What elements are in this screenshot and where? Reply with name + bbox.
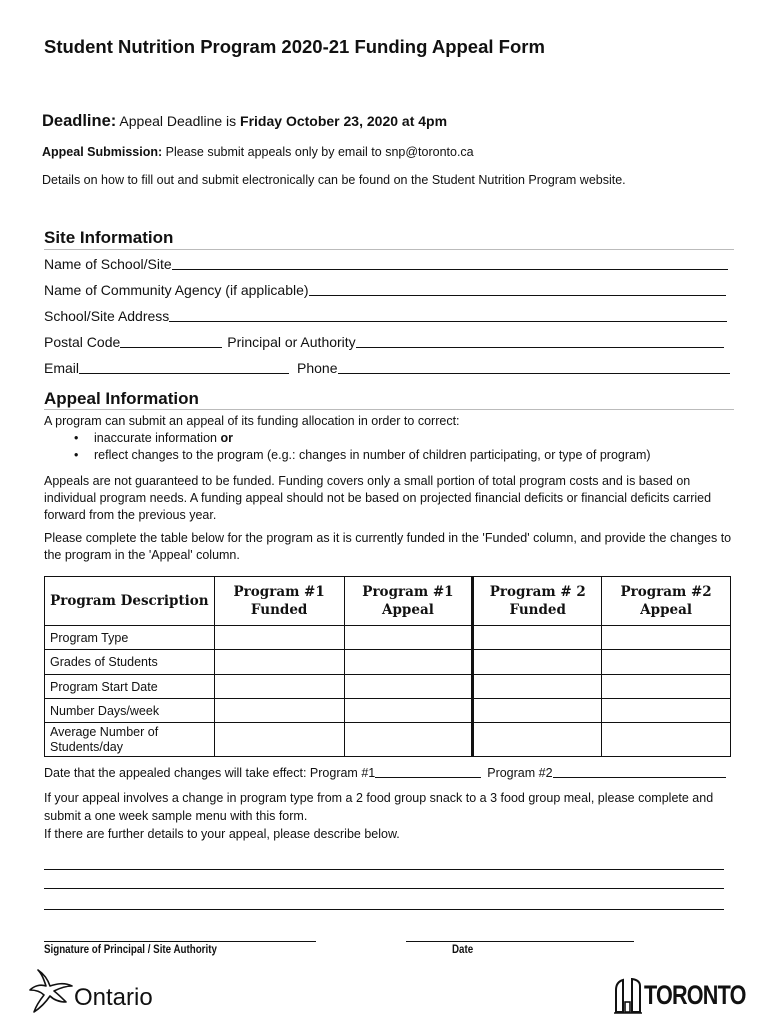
submission-row xyxy=(42,145,474,159)
address-label: School/Site Address xyxy=(44,308,170,324)
phone-label: Phone xyxy=(297,360,338,376)
agency-input-line[interactable] xyxy=(309,281,726,296)
table-row xyxy=(45,650,731,675)
table-cell[interactable] xyxy=(473,650,602,675)
program1-date-line[interactable] xyxy=(375,763,481,778)
deadline-date: Friday October 23, 2020 at 4pm xyxy=(240,113,448,129)
program2-date-line[interactable] xyxy=(553,763,726,778)
address-field xyxy=(44,307,727,324)
toronto-logo xyxy=(614,976,744,1016)
table-header: Program Description xyxy=(45,577,215,626)
ontario-logo xyxy=(26,964,176,1016)
site-info-rule xyxy=(44,249,734,250)
effect-date-label: Date that the appealed changes will take effect: Program #1 xyxy=(44,766,376,780)
bullet-item xyxy=(44,430,734,447)
school-field xyxy=(44,255,728,272)
toronto-wordmark: TORONTO xyxy=(644,980,746,1010)
appeal-para2: Please complete the table below for the program as it is currently funded in the 'Funded' column, and provide the changes to the program in the 'Appeal' column. xyxy=(44,531,732,562)
table-cell[interactable] xyxy=(344,699,473,723)
submission-label: Appeal Submission: xyxy=(42,145,163,159)
postal-principal-field xyxy=(44,333,724,350)
description-line[interactable] xyxy=(44,909,724,910)
table-cell[interactable] xyxy=(344,650,473,675)
row-label: Average Number of Students/day xyxy=(45,723,215,757)
appeal-info-heading: Appeal Information xyxy=(44,389,199,408)
table-header: Program # 2 Funded xyxy=(473,577,602,626)
email-label: Email xyxy=(44,360,80,376)
agency-label: Name of Community Agency (if applicable) xyxy=(44,282,309,298)
table-row xyxy=(45,675,731,699)
description-line[interactable] xyxy=(44,869,724,870)
table-header: Program #1 Funded xyxy=(214,577,344,626)
table-header: Program #2 Appeal xyxy=(602,577,731,626)
table-cell[interactable] xyxy=(473,626,602,650)
city-hall-icon xyxy=(614,978,642,1014)
deadline-row xyxy=(42,112,447,131)
page-title: Student Nutrition Program 2020-21 Funding Appeal Form xyxy=(44,36,545,57)
row-label: Program Start Date xyxy=(45,675,215,699)
ontario-wordmark: Ontario xyxy=(74,984,153,1011)
table-cell[interactable] xyxy=(214,626,344,650)
table-cell[interactable] xyxy=(602,626,731,650)
bullet-item: • reflect changes to the program (e.g.: changes in number of children participating, or type of program) xyxy=(44,447,734,464)
table-cell[interactable] xyxy=(344,723,473,757)
menu-text: If your appeal involves a change in program type from a 2 food group snack to a 3 food group meal, please complete and submit a one week sample menu with this form. xyxy=(44,791,714,823)
signature-line[interactable] xyxy=(44,941,316,942)
details-text: Details on how to fill out and submit electronically can be found on the Student Nutrition Program website. xyxy=(42,173,626,187)
table-cell[interactable] xyxy=(214,699,344,723)
appeal-intro-block xyxy=(44,413,734,464)
table-cell[interactable] xyxy=(214,675,344,699)
table-cell[interactable] xyxy=(214,650,344,675)
date-line[interactable] xyxy=(406,941,634,942)
bullet1-text: inaccurate information xyxy=(94,431,217,445)
postal-label: Postal Code xyxy=(44,334,121,350)
table-header: Program #1 Appeal xyxy=(344,577,473,626)
phone-input-line[interactable] xyxy=(338,359,731,374)
school-label: Name of School/Site xyxy=(44,256,172,272)
appeal-bullets xyxy=(44,430,734,464)
principal-input-line[interactable] xyxy=(356,333,724,348)
table-row xyxy=(45,723,731,757)
table-cell[interactable] xyxy=(344,675,473,699)
table-cell[interactable] xyxy=(473,675,602,699)
table-cell[interactable] xyxy=(473,699,602,723)
appeal-intro: A program can submit an appeal of its funding allocation in order to correct: xyxy=(44,414,460,428)
program2-label: Program #2 xyxy=(487,766,553,780)
site-info-heading: Site Information xyxy=(44,228,174,247)
row-label: Grades of Students xyxy=(45,650,215,675)
appeal-para1: Appeals are not guaranteed to be funded. Funding covers only a small portion of total program costs and is based on individual program needs. A funding appeal should not be based on projected financial deficits or financial deficits carried forward from the previous year. xyxy=(44,474,712,522)
school-input-line[interactable] xyxy=(172,255,728,270)
signature-label: Signature of Principal / Site Authority xyxy=(44,944,217,956)
table-cell[interactable] xyxy=(602,650,731,675)
effect-date-field xyxy=(44,763,726,780)
table-cell[interactable] xyxy=(602,699,731,723)
table-cell[interactable] xyxy=(602,723,731,757)
submission-text: Please submit appeals only by email to snp@toronto.ca xyxy=(165,145,474,159)
table-cell[interactable] xyxy=(602,675,731,699)
trillium-icon xyxy=(26,964,78,1016)
address-input-line[interactable] xyxy=(169,307,727,322)
principal-label: Principal or Authority xyxy=(227,334,356,350)
date-label: Date xyxy=(452,944,474,956)
agency-field xyxy=(44,281,726,298)
table-cell[interactable] xyxy=(473,723,602,757)
deadline-text: Appeal Deadline is xyxy=(119,113,237,129)
table-header-row xyxy=(45,577,731,626)
table-cell[interactable] xyxy=(344,626,473,650)
table-row xyxy=(45,699,731,723)
appeal-info-rule xyxy=(44,409,734,410)
table-cell[interactable] xyxy=(214,723,344,757)
row-label: Program Type xyxy=(45,626,215,650)
email-input-line[interactable] xyxy=(79,359,289,374)
description-line[interactable] xyxy=(44,888,724,889)
program-table xyxy=(44,576,731,757)
deadline-label: Deadline: xyxy=(42,112,117,130)
email-phone-field xyxy=(44,359,730,376)
postal-input-line[interactable] xyxy=(120,333,222,348)
row-label: Number Days/week xyxy=(45,699,215,723)
bullet1-bold: or xyxy=(220,431,233,445)
table-row xyxy=(45,626,731,650)
further-text: If there are further details to your appeal, please describe below. xyxy=(44,827,400,841)
